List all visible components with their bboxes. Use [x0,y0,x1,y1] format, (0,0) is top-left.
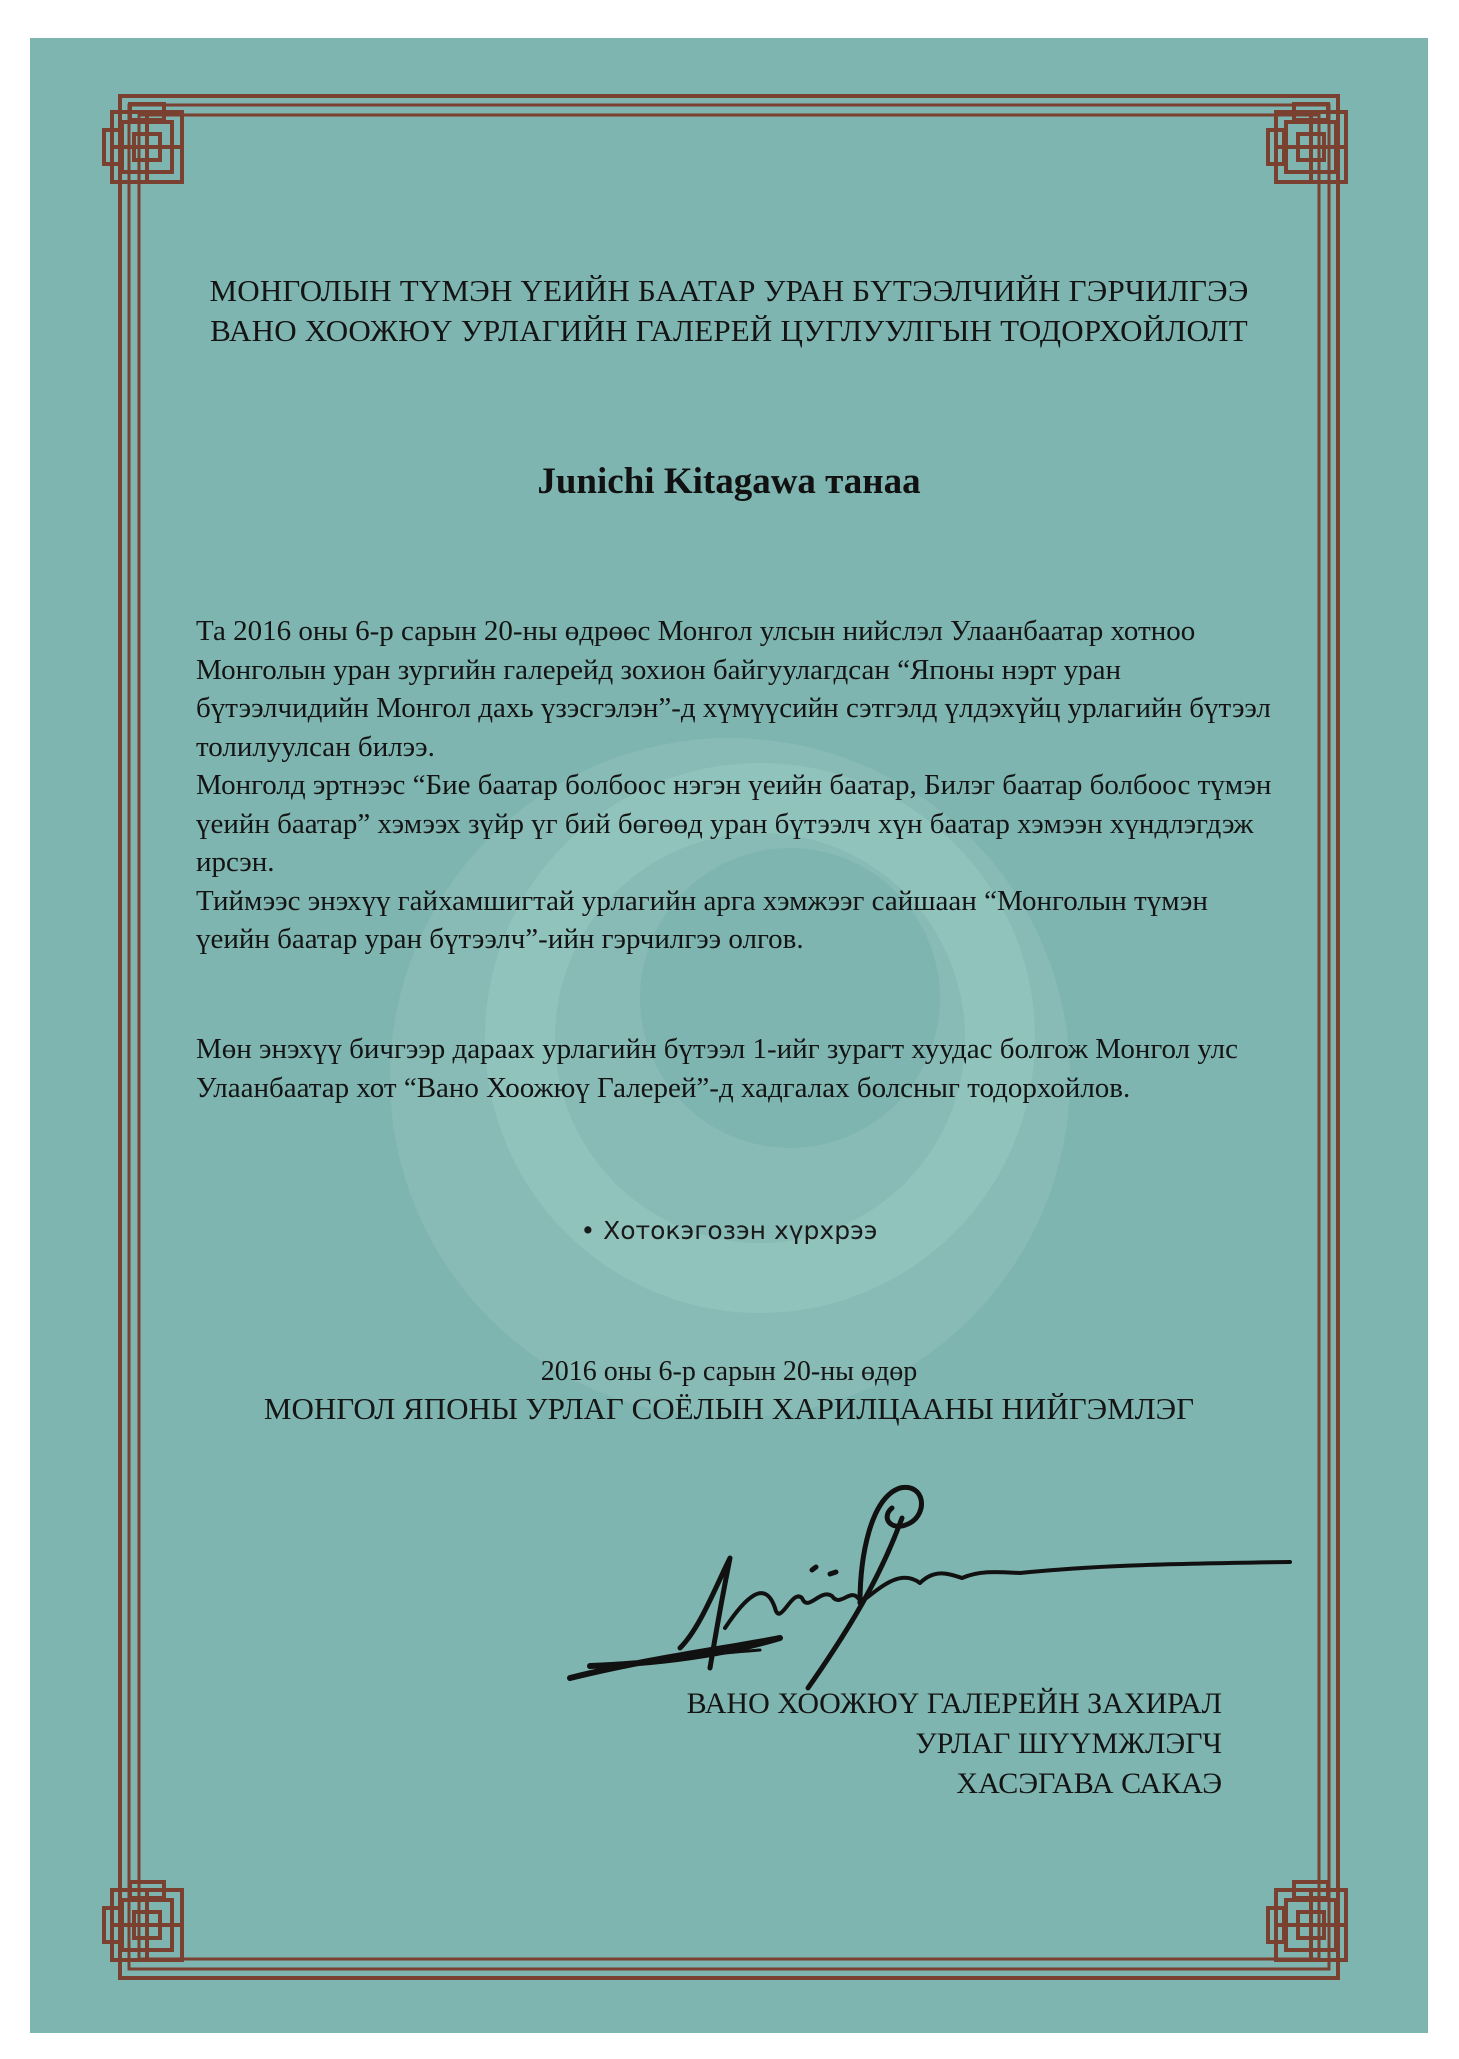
certificate-title-line-1: МОНГОЛЫН ТҮМЭН ҮЕИЙН БААТАР УРАН БҮТЭЭЛЧИЙН ГЭРЧИЛГЭЭ [209,273,1249,308]
signatory-title-line-2: УРЛАГ ШҮҮМЖЛЭГЧ [915,1727,1222,1760]
body-paragraph-2: Мөн энэхүү бичгээр дараах урлагийн бүтээл 1-ийг зурагт хуудас болгож Монгол улс Улаанбаатар хот “Вано Хоожюү Галерей”-д хадгалах болсныг тодорхойлов. [196,1033,1238,1104]
signatory-title-line-1: ВАНО ХООЖЮҮ ГАЛЕРЕЙН ЗАХИРАЛ [686,1687,1222,1720]
signatory-name: ХАСЭГАВА САКАЭ [956,1767,1222,1800]
issuing-organization: МОНГОЛ ЯПОНЫ УРЛАГ СОЁЛЫН ХАРИЛЦААНЫ НИЙГЭМЛЭГ [263,1391,1195,1426]
handwritten-signature [530,1478,1310,1718]
body-paragraph-1: Та 2016 оны 6-р сарын 20-ны өдрөөс Монгол улсын нийслэл Улаанбаатар хотноо Монголын уран зургийн галерейд зохион байгуулагдсан “Японы нэрт уран бүтээлчидийн Монгол дахь үзэсгэлэн”-д хүмүүсийн сэтгэлд үлдэхүйц урлагийн бүтээл толилуулсан билээ. Монголд эртнээс “Бие баатар болбоос нэгэн үеийн баатар, Билэг баатар болбоос түмэн үеийн баатар” хэмээх зүйр үг бий бөгөөд уран бүтээлч хүн баатар хэмээн хүндлэгдэж ирсэн. Тиймээс энэхүү гайхамшигтай урлагийн арга хэмжээг сайшаан “Монголын түмэн үеийн баатар уран бүтээлч”-ийн гэрчилгээ олгов. [196,615,1272,955]
certificate-title-line-2: ВАНО ХООЖЮҮ УРЛАГИЙН ГАЛЕРЕЙ ЦУГЛУУЛГЫН ТОДОРХОЙЛОЛТ [210,313,1248,348]
artwork-item: • Хотокэгозэн хүрхрээ [580,1216,878,1245]
certificate-sheet [30,38,1428,2033]
recipient-name: Junichi Kitagawa танаа [537,461,921,502]
issue-date: 2016 оны 6-р сарын 20-ны өдөр [540,1356,918,1387]
